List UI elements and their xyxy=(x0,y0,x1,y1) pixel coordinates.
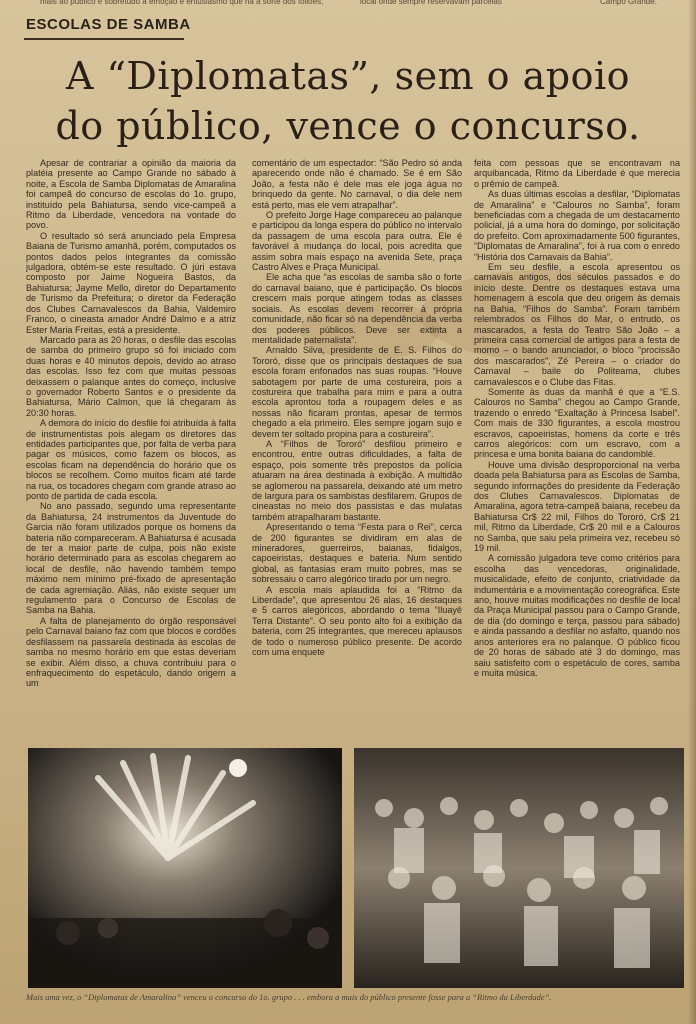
paragraph: Apresentando o tema “Festa para o Rei”, cerca de 200 figurantes se dividiram em alas de mineradores, guerreiros, baianas, fidalgos, capoeiristas, destaques e bateria. Num sentido global, as fantasias eram muito pobres, mas se sobressaiu o carro alegórico tirado por um negro. xyxy=(252,522,462,585)
paragraph: Em seu desfile, a escola apresentou os carnavais antigos, dos séculos passados e do início deste. Dentre os destaques estava uma homenagem à escola que deu origem às demais na Bahia, “Filhos do Samba”. Foram também relembrados os Filhos do Mar, o entrudo, os mascarados, a festa do Teatro São João – a primeira casa comercial de artigos para a festa de momo – o bando anunciador, o bloco “procissão dos mascarados”, Zé Pereira – o criador do Carnaval – baile do Politeama, clubes carnavalescos e o Clube das Fitas. xyxy=(474,262,680,387)
paragraph: Ele acha que “as escolas de samba são o forte do carnaval baiano, que é participação. Os blocos crescem mais porque atingem todas as classes sociais. As escolas devem recorrer à própria comunidade, não ficar só na dependência da verba dos poderes públicos. Deve ser extinta a mentalidade paternalista”. xyxy=(252,272,462,345)
paragraph: Apesar de contrariar a opinião da maioria da platéia presente ao Campo Grande no sábado à noite, a Escola de Samba Diplomatas de Amaralina foi campeã do concurso de escolas do 1o. grupo, instituído pela Bahiatursa, sendo vice-campeã a Ritmo da Liberdade, vencedora na vontade do povo. xyxy=(26,158,236,231)
strip-right-text: Campo Grande. xyxy=(600,0,657,6)
photo-crowd xyxy=(354,748,684,988)
strip-left-text: mais ao público e sobretudo à emoção e entusiasmo que há a sorte dos foliões, xyxy=(40,0,324,6)
paragraph: A escola mais aplaudida foi a “Ritmo da Liberdade”, que apresentou 26 alas, 16 destaques e 5 carros alegóricos, abordando o tema “Iluayê Terra Distante”. O seu ponto alto foi a exibição da bateria, com 25 integrantes, que mereceu aplausos de todo o numeroso público presente. De acordo com uma enquete xyxy=(252,584,462,658)
article-column-1 xyxy=(26,158,236,736)
section-rule xyxy=(24,38,184,40)
paragraph: O resultado só será anunciado pela Empresa Baiana de Turismo amanhã, porém, computados os pontos dados pelos integrantes da comissão julgadora, obtém-se este resultado. O júri estava composto por Jaime Nogueira Bastos, da Bahiatursa; Jayme Mello, diretor do Departamento de Turismo da Prefeitura; o diretor da Federação dos Clubes Carnavalescos da Bahia, Valdemiro Franco, o cineasta amador André Dalmo e a atriz Ester Maria Freitas, está a presidente. xyxy=(26,230,236,335)
page-edge-shadow xyxy=(688,0,696,1024)
paragraph: comentário de um espectador: “São Pedro só anda aparecendo onde não é chamado. Se é em São João, a festa não é dele mas ele joga água no brinquedo da gente. No carnaval, o dia dele nem está perto, mas ele vem atrapalhar”. xyxy=(252,158,462,210)
strip-mid-text: local onde sempre reservavam parcelas xyxy=(360,0,502,6)
previous-article-strip xyxy=(0,0,696,10)
photo-carnival-float xyxy=(28,748,342,988)
photo-caption: Mais uma vez, o “Diplomatas de Amaralina” venceu o concurso do 1o. grupo . . . embora a mais do público presente fosse para a “Ritmo da Liberdade”. xyxy=(26,992,552,1002)
paragraph: Houve uma divisão desproporcional na verba doada pela Bahiatursa para as Escolas de Samba, segundo informações do presidente da Federação dos Clubes Carnavalescos. Diplomatas de Amaralina, agora tetra-campeã baiana, recebeu da Bahiatursa Cr$ 22 mil, Filhos do Tororó, Cr$ 21 mil, Ritmo da Liberdade, Cr$ 20 mil e a Calouros no Samba, que saiu pela primeira vez, recebeu só 19 mil. xyxy=(474,459,680,554)
paragraph: Somente às duas da manhã é que a “E.S. Calouros no Samba” chegou ao Campo Grande, trazendo o enredo “Exaltação à Princesa Isabel”. Com mais de 330 figurantes, a escola mostrou escravos, capoeiristas, homens da corte e três carros alegóricos: com um escravo, com a princesa e uma bonita baiana do candomblé. xyxy=(474,386,680,460)
article-column-3 xyxy=(474,158,680,736)
paragraph: A demora do início do desfile foi atribuída à falta de instrumentistas pois alegam os diretores das entidades participantes que, por falta de verba para pagar os músicos, como fazem os blocos, as escolas ficam na dependência do horário que os blocos se recolhem. Como muitos ficam até tarde na rua, os tocadores chegam com grande atraso ao ponto de partida de cada escola. xyxy=(26,418,236,501)
paragraph: As duas últimas escolas a desfilar, “Diplomatas de Amaralina” e “Calouros no Samba”, foram beneficiadas com a chegada de um destacamento policial, já a uma hora do domingo, por solicitação do prefeito. Com aproximadamente 500 figurantes, “Diplomatas de Amaralina”, foi à rua com o enredo “História dos Carnavais da Bahia”. xyxy=(474,189,680,262)
article-column-2 xyxy=(252,158,462,736)
headline-line-2: do público, vence o concurso. xyxy=(55,104,641,148)
paragraph: A comissão julgadora teve como critérios para escolha das vencedoras, originalidade, musicalidade, efeito de conjunto, criatividade da indumentária e a movimentação coreográfica. Este ano, houve muitas modificações no desfile de local da Praça Municipal passou para o Campo Grande, de dia (do domingo e terça, passou para sábado) e ainda passando a desfilar no asfalto, quando nos anos anteriores era no palanque. O público ficou de 20 horas de sábado até 3 do domingo, mas saiu satisfeito com o espetáculo de cores, samba e muita música. xyxy=(474,553,680,678)
paragraph: Marcado para as 20 horas, o desfile das escolas de samba do primeiro grupo só foi iniciado com duas horas e 40 minutos depois, devido ao atraso das escolas. Isso fez com que muitas pessoas deixassem o palanque antes do começo, inclusive o governador Roberto Santos e o presidente da Bahiatursa, Mário Calmon, que lá chegaram às 20:30 horas. xyxy=(26,334,236,418)
paragraph: No ano passado, segundo uma representante da Bahiatursa, 24 instrumentos da Juventude do Garcia não foram utilizados porque os homens da bateria não compareceram. A Bahiatursa é acusada de ter a maior parte de culpa, pois não existe horário determinado para as escolas chegarem ao local de desfile, não havendo também tempo máximo nem mínimo pré-fixado de apresentação de cada agremiação. Aliás, não existe sequer um regulamento para o Concurso de Escolas de Samba na Bahia. xyxy=(26,501,236,616)
paragraph: A falta de planejamento do órgão responsável pelo Carnaval baiano faz com que blocos e cordões desfilassem na passarela destinada às escolas de samba no mesmo horário em que estas deveriam se exibir. Além disso, a chuva contribuiu para o enfraquecimento do espetáculo, dando origem a um xyxy=(26,615,236,689)
paragraph: O prefeito Jorge Hage compareceu ao palanque e participou da longa espera do público no intervalo da passagem de uma escola para outra. Ele é favorável à mudança do local, pois acredita que assim sobra mais espaço na avenida Sete, praça Castro Alves e Praça Municipal. xyxy=(252,210,462,273)
section-label: ESCOLAS DE SAMBA xyxy=(26,16,191,33)
paragraph: Arnaldo Silva, presidente de E. S. Filhos do Tororó, disse que os principais destaques de sua escola foram enfonados nas suas roupas. “Houve sabotagem por parte de uma costureira, pois a costureira que trabalha para mim e para a outra escola aprontou toda a roupagem deles e as nossas não ficaram prontas, apesar de termos chegado a ela primeiro. Eles sempre jogam sujo e devem ter soltado propina para a costureira”. xyxy=(252,345,462,439)
headline-line-1: A “Diplomatas”, sem o apoio xyxy=(65,54,631,98)
paragraph: feita com pessoas que se encontravam na arquibancada, Ritmo da Liberdade é que merecia o prêmio de campeã. xyxy=(474,158,680,189)
paragraph: A “Filhos de Tororó” desfilou primeiro e encontrou, entre outras dificuldades, a falta de espaço, pois somente três prepostos da polícia atuaram na área destinada à exibição. A multidão se aglomerou na passarela, deixando até um metro de largura para os sambistas desfilarem. Grupos de cineastas no meio dos passistas e das mulatas também atrapalharam bastante. xyxy=(252,438,462,522)
